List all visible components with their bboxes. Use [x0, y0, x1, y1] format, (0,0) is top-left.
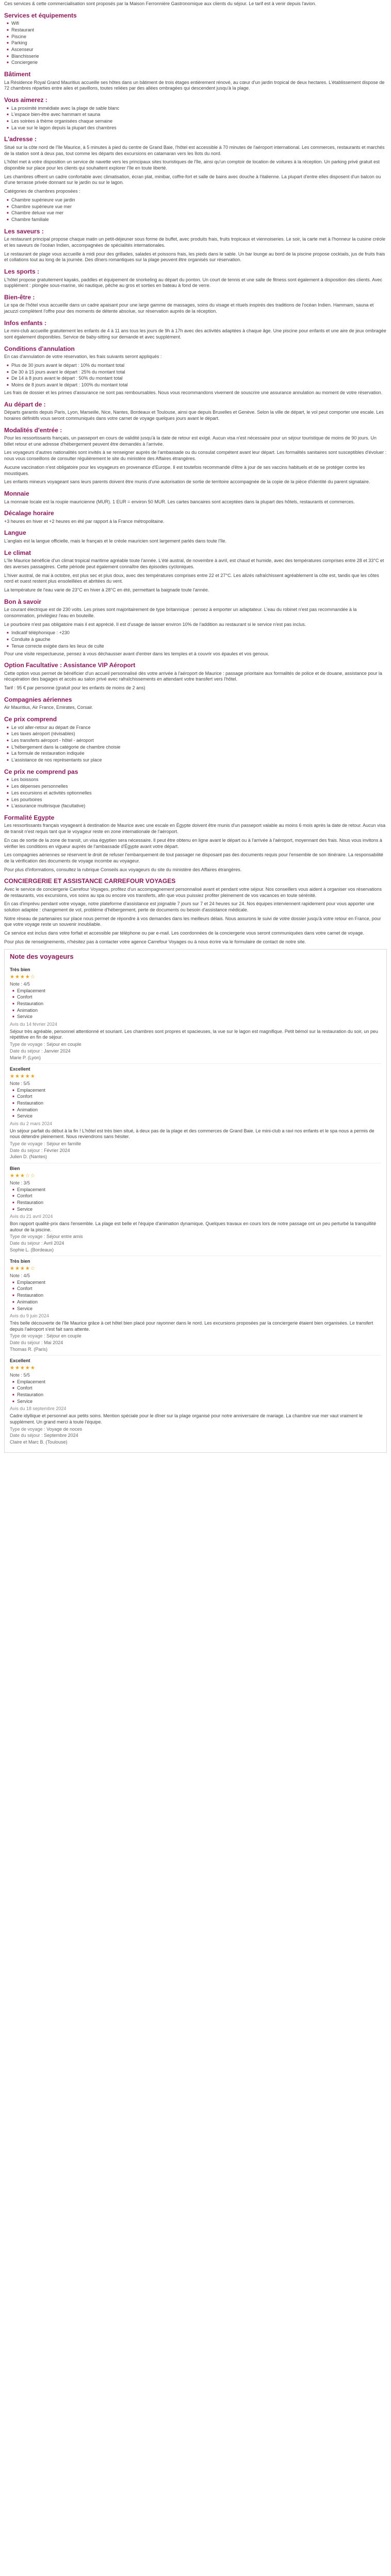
- list-item: ■ Conciergerie: [11, 60, 387, 66]
- section-paragraph: Les chambres offrent un cadre confortable avec climatisation, écran plat, minibar, coffre-fort et salle de bains avec douche à l'italienne. La plupart d'entre elles disposent d'un balcon ou d'une terrasse privée donnant sur le jardin ou sur le lagon.: [4, 174, 381, 185]
- rating-criterion: ■ Confort: [17, 1193, 381, 1199]
- stay-date: [10, 1048, 381, 1055]
- reviews-list: [10, 964, 381, 1448]
- section-paragraph: L'hôtel propose gratuitement kayaks, paddles et équipement de snorkeling au départ du ponton. Un court de tennis et une salle de fitness sont également à disposition des clients. Avec supplément : plongée sous-marine, ski nautique, pêche au gros et sorties en bateau à fond de verre.: [4, 277, 383, 289]
- rating-criterion: ■ Service: [17, 1113, 381, 1120]
- stay-date-value: Mai 2024: [44, 1340, 63, 1345]
- section-paragraph: Tarif : 95 € par personne (gratuit pour les enfants de moins de 2 ans): [4, 685, 145, 691]
- stay-date: [10, 1340, 381, 1346]
- rating-criterion: ■ Service: [17, 1014, 381, 1020]
- travel-type: [10, 1333, 381, 1340]
- review-score: Note : 5/5: [10, 1372, 30, 1378]
- rating-stars: ★★★★☆: [10, 1266, 36, 1272]
- section-heading: Services et équipements: [4, 11, 77, 19]
- list-item: ■ Ascenseur: [11, 47, 387, 53]
- review-title: Bien: [10, 1166, 20, 1172]
- section-paragraph: Les voyageurs d'autres nationalités sont invités à se renseigner auprès de l'ambassade ou du consulat compétent avant leur départ. Les formalités sanitaires sont susceptibles d'évoluer : nous vous conseillons de consulter régulièrement le site du ministère des Affaires étrangères.: [4, 450, 387, 462]
- rating-stars: ★★★☆☆: [10, 1173, 36, 1179]
- review-score: Note : 5/5: [10, 1080, 30, 1086]
- section-heading: Les saveurs :: [4, 227, 44, 235]
- review-score: Note : 4/5: [10, 981, 30, 987]
- rating-criteria-list: [10, 1379, 381, 1405]
- review-date: Avis du 18 septembre 2024: [10, 1406, 67, 1412]
- list-item: ■ Les excursions et activités optionnelles: [11, 790, 387, 796]
- section-paragraph: En cas d'imprévu pendant votre voyage, notre plateforme d'assistance est joignable 7 jours sur 7 et 24 heures sur 24. Nos équipes interviennent rapidement pour vous apporter une solution adaptée : changement de vol, problème d'hébergement, perte de documents ou besoin d'assistance médicale.: [4, 901, 374, 912]
- section-paragraph: Le courant électrique est de 230 volts. Les prises sont majoritairement de type britannique : pensez à emporter un adaptateur. L'eau du robinet n'est pas recommandée à la consommation, privilégiez l'eau en bouteille.: [4, 607, 357, 619]
- section-heading: Option Facultative : Assistance VIP Aéroport: [4, 662, 136, 669]
- list-item: ■ Les transferts aéroport - hôtel - aéroport: [11, 738, 387, 744]
- bullet-list: [4, 106, 387, 131]
- product-details: [4, 12, 387, 945]
- section-heading: Les sports :: [4, 267, 40, 275]
- section-paragraph: L'île Maurice bénéficie d'un climat tropical maritime agréable toute l'année. L'été austral, de novembre à avril, est chaud et humide, avec des températures comprises entre 28 et 33°C et des averses passagères. Cette période peut également connaître des épisodes cycloniques.: [4, 558, 384, 570]
- review-item: [10, 964, 381, 1063]
- rating-criteria-list: [10, 1187, 381, 1213]
- section-heading: Bien-être :: [4, 293, 35, 301]
- travel-type: [10, 1234, 381, 1240]
- section-paragraph: Pour une visite respectueuse, pensez à vous déchausser avant d'entrer dans les temples et à couvrir vos épaules et vos genoux.: [4, 651, 270, 656]
- list-item: ■ Wifi: [11, 21, 387, 27]
- section-paragraph: Situé sur la côte nord de l'île Maurice, à 5 minutes à pied du centre de Grand Baie, l'hôtel est accessible à 70 minutes de l'aéroport international. Les commerces, restaurants et marchés de la station sont à deux pas, tout comme les départs des excursions en catamaran vers les îlots du nord.: [4, 145, 385, 156]
- section-paragraph: L'hôtel met à votre disposition un service de navette vers les principaux sites touristiques de l'île, ainsi qu'un comptoir de location de voitures à la réception. Un parking privé gratuit est disponible sur place pour les clients qui souhaitent explorer l'île en toute liberté.: [4, 159, 380, 171]
- travel-type-label: Type de voyage :: [10, 1426, 45, 1432]
- travel-type-value: Séjour en famille: [46, 1141, 82, 1147]
- section-heading: L'adresse :: [4, 135, 37, 143]
- rating-criterion: ■ Confort: [17, 994, 381, 1001]
- rating-criterion: ■ Restauration: [17, 1392, 381, 1398]
- section-paragraph: L'anglais est la langue officielle, mais le français et le créole mauricien sont largement parlés dans toute l'île.: [4, 538, 227, 544]
- review-item: [10, 1355, 381, 1448]
- review-item: [10, 1256, 381, 1355]
- section-paragraph: La température de l'eau varie de 23°C en hiver à 28°C en été, permettant la baignade toute l'année.: [4, 587, 209, 593]
- list-item: ■ Plus de 30 jours avant le départ : 10% du montant total: [11, 363, 387, 369]
- rating-criterion: ■ Restauration: [17, 1293, 381, 1299]
- list-item: ■ Les boissons: [11, 777, 387, 783]
- rating-stars: ★★★★★: [10, 1073, 36, 1079]
- section-heading: Au départ de :: [4, 400, 46, 408]
- list-item: ■ Moins de 8 jours avant le départ : 100% du montant total: [11, 382, 387, 388]
- list-item: ■ Les soirées à thème organisées chaque semaine: [11, 118, 387, 125]
- rating-criterion: ■ Animation: [17, 1107, 381, 1113]
- rating-criterion: ■ Confort: [17, 1094, 381, 1100]
- list-item: ■ Le vol aller-retour au départ de France: [11, 725, 387, 731]
- list-item: ■ Chambre supérieure vue mer: [11, 204, 387, 210]
- review-author: Julien D. (Nantes): [10, 1154, 47, 1160]
- list-item: ■ Indicatif téléphonique : +230: [11, 630, 387, 636]
- section-paragraph: Air Mauritius, Air France, Emirates, Corsair.: [4, 705, 93, 710]
- list-item: ■ Chambre supérieure vue jardin: [11, 197, 387, 204]
- rating-criterion: ■ Confort: [17, 1286, 381, 1292]
- list-item: ■ Piscine: [11, 34, 387, 40]
- review-title: Excellent: [10, 1066, 30, 1072]
- rating-criterion: ■ Emplacement: [17, 1187, 381, 1193]
- rating-criterion: ■ Restauration: [17, 1100, 381, 1107]
- section-paragraph: Les frais de dossier et les primes d'assurance ne sont pas remboursables. Nous vous recommandons vivement de souscrire une assurance annulation au moment de votre réservation.: [4, 389, 383, 395]
- section-heading: Langue: [4, 529, 26, 537]
- section-heading: Bâtiment: [4, 71, 31, 78]
- review-title: Très bien: [10, 967, 30, 973]
- section-heading: Monnaie: [4, 489, 29, 497]
- section-paragraph: Les enfants mineurs voyageant sans leurs parents doivent être munis d'une autorisation de sortie de territoire accompagnée de la copie de la pièce d'identité du parent signataire.: [4, 479, 370, 485]
- rating-criterion: ■ Emplacement: [17, 988, 381, 994]
- stay-date-label: Date du séjour :: [10, 1241, 43, 1246]
- section-paragraph: Pour plus de renseignements, n'hésitez pas à contacter votre agence Carrefour Voyages ou à nous écrire via le formulaire de contact de notre site.: [4, 939, 306, 944]
- section-heading: Décalage horaire: [4, 510, 54, 517]
- rating-criteria-list: [10, 1280, 381, 1312]
- section-paragraph: Les ressortissants français voyageant à destination de Maurice avec une escale en Égypte doivent être munis d'un passeport valable au moins 6 mois après la date de retour. Aucun visa de transit n'est requis tant que le voyageur reste en zone internationale de l'aéroport.: [4, 823, 386, 835]
- section-paragraph: Notre réseau de partenaires sur place nous permet de répondre à vos demandes dans les meilleurs délais. Nous assurons le suivi de votre dossier jusqu'à votre retour en France, pour que votre voyage reste un souvenir inoubliable.: [4, 916, 381, 927]
- bullet-list: [4, 363, 387, 388]
- review-date: Avis du 2 mars 2024: [10, 1121, 52, 1127]
- section-heading: Le climat: [4, 549, 31, 556]
- list-item: ■ Conduite à gauche: [11, 637, 387, 643]
- section-paragraph: Avec le service de conciergerie Carrefour Voyages, profitez d'un accompagnement personnalisé avant et pendant votre séjour. Nos conseillers vous aident à organiser vos réservations de restaurants, vos excursions, vos soins au spa ou encore vos transferts, afin que vous puissiez profiter pleinement de vos vacances en toute sérénité.: [4, 886, 382, 898]
- section-paragraph: Départs garantis depuis Paris, Lyon, Marseille, Nice, Nantes, Bordeaux et Toulouse, ainsi que depuis Bruxelles et Genève. Selon la ville de départ, le vol peut comporter une escale. Les horaires définitifs vous seront communiqués dans votre carnet de voyage quelques jours avant le départ.: [4, 410, 384, 421]
- review-title: Excellent: [10, 1358, 30, 1364]
- intro-text: Ces services & cette commercialisation sont proposés par la Maison Ferronnière Gastronomique aux clients du séjour. Le tarif est à venir depuis l'avion.: [4, 1, 317, 6]
- rating-criterion: ■ Restauration: [17, 1200, 381, 1206]
- stay-date-value: Avril 2024: [43, 1241, 64, 1246]
- list-item: ■ La proximité immédiate avec la plage de sable blanc: [11, 106, 387, 112]
- stay-date: [10, 1433, 381, 1439]
- rating-criterion: ■ Emplacement: [17, 1088, 381, 1094]
- stay-date-value: Janvier 2024: [44, 1048, 71, 1054]
- stay-date-label: Date du séjour :: [10, 1433, 43, 1438]
- list-item: ■ De 14 à 8 jours avant le départ : 50% du montant total: [11, 376, 387, 382]
- travel-type-value: Séjour en couple: [46, 1042, 82, 1047]
- stay-date: [10, 1241, 381, 1247]
- rating-criterion: ■ Service: [17, 1306, 381, 1312]
- stay-date-value: Septembre 2024: [44, 1433, 78, 1438]
- list-item: ■ La vue sur le lagon depuis la plupart des chambres: [11, 125, 387, 131]
- review-score: Note : 4/5: [10, 1273, 30, 1279]
- section-heading: Vous aimerez :: [4, 96, 47, 104]
- section-paragraph: Cette option vous permet de bénéficier d'un accueil personnalisé dès votre arrivée à l'aéroport de Maurice : passage prioritaire aux formalités de police et de douane, assistance pour la récupération des bagages et accès au salon privé avec rafraîchissements en attendant votre transfert vers l'hôtel.: [4, 670, 382, 682]
- rating-criterion: ■ Service: [17, 1399, 381, 1405]
- rating-criterion: ■ Animation: [17, 1008, 381, 1014]
- section-heading: Ce prix comprend: [4, 716, 57, 723]
- travel-type-label: Type de voyage :: [10, 1042, 45, 1047]
- section-heading: Modalités d'entrée :: [4, 426, 62, 434]
- rating-criterion: ■ Confort: [17, 1385, 381, 1392]
- list-item: ■ Blanchisserie: [11, 54, 387, 60]
- section-heading: Conditions d'annulation: [4, 345, 75, 352]
- section-paragraph: Ce service est inclus dans votre forfait et accessible par téléphone ou par e-mail. Les coordonnées de la conciergerie vous seront communiquées dans votre carnet de voyage.: [4, 930, 364, 936]
- section-heading: Infos enfants :: [4, 319, 47, 327]
- list-item: ■ Les pourboires: [11, 797, 387, 803]
- list-item: ■ Chambre familiale: [11, 217, 387, 223]
- stay-date: [10, 1148, 381, 1154]
- stay-date-label: Date du séjour :: [10, 1340, 43, 1345]
- list-item: ■ La formule de restauration indiquée: [11, 751, 387, 757]
- section-paragraph: La Résidence Royal Grand Mauritius accueille ses hôtes dans un bâtiment de trois étages entièrement rénové, au cœur d'un jardin tropical de deux hectares. L'établissement dispose de 72 chambres réparties entre ailes et pavillons, toutes reliées par des allées ombragées qui descendent jusqu'à la plage.: [4, 79, 385, 91]
- section-paragraph: Pour plus d'informations, consultez la rubrique Conseils aux voyageurs du site du ministère des Affaires étrangères.: [4, 867, 242, 872]
- section-heading: Ce prix ne comprend pas: [4, 768, 78, 775]
- list-item: ■ Chambre deluxe vue mer: [11, 210, 387, 216]
- rating-criterion: ■ Animation: [17, 1299, 381, 1306]
- rating-stars: ★★★★☆: [10, 974, 36, 980]
- review-item: [10, 1163, 381, 1256]
- bullet-list: [4, 777, 387, 809]
- rating-stars: ★★★★★: [10, 1365, 36, 1371]
- list-item: ■ De 30 à 15 jours avant le départ : 25% du montant total: [11, 369, 387, 376]
- rating-criterion: ■ Service: [17, 1207, 381, 1213]
- section-paragraph: L'hiver austral, de mai à octobre, est plus sec et plus doux, avec des températures comprises entre 22 et 27°C. Les alizés rafraîchissent agréablement la côte est, tandis que les côtes nord et ouest restent plus ensoleillées et abritées du vent.: [4, 572, 379, 584]
- section-paragraph: En cas d'annulation de votre réservation, les frais suivants seront appliqués :: [4, 354, 162, 360]
- travel-type-value: Séjour en couple: [46, 1333, 82, 1339]
- list-item: ■ L'assurance multirisque (facultative): [11, 803, 387, 809]
- stay-date-label: Date du séjour :: [10, 1147, 43, 1153]
- page-content: [4, 1, 387, 1453]
- rating-criteria-list: [10, 988, 381, 1020]
- review-author: Thomas R. (Paris): [10, 1346, 48, 1352]
- section-paragraph: La monnaie locale est la roupie mauricienne (MUR). 1 EUR = environ 50 MUR. Les cartes bancaires sont acceptées dans la plupart des hôtels, restaurants et commerces.: [4, 499, 355, 504]
- rating-criterion: ■ Emplacement: [17, 1379, 381, 1385]
- review-date: Avis du 14 février 2024: [10, 1022, 57, 1027]
- travel-type-value: Séjour entre amis: [46, 1234, 83, 1240]
- review-score: Note : 3/5: [10, 1180, 30, 1185]
- review-date: Avis du 21 avril 2024: [10, 1214, 53, 1219]
- section-paragraph: Le spa de l'hôtel vous accueille dans un cadre apaisant pour une large gamme de massages, soins du visage et rituels inspirés des traditions de l'océan Indien. Hammam, sauna et jacuzzi complètent l'offre pour des moments de détente absolue, sur réservation auprès de la réception.: [4, 302, 374, 314]
- list-item: ■ Les taxes aéroport (révisables): [11, 731, 387, 737]
- review-date: Avis du 9 juin 2024: [10, 1313, 49, 1319]
- travel-type-label: Type de voyage :: [10, 1141, 45, 1147]
- travel-type-value: Voyage de noces: [46, 1426, 83, 1432]
- travel-type-label: Type de voyage :: [10, 1234, 45, 1240]
- list-item: ■ Les dépenses personnelles: [11, 784, 387, 790]
- bullet-list: [4, 630, 387, 649]
- section-paragraph: En cas de sortie de la zone de transit, un visa égyptien sera nécessaire. Il peut être obtenu en ligne avant le départ ou à l'arrivée à l'aéroport, moyennant des frais. Nous vous invitons à vérifier les conditions en vigueur auprès de l'ambassade d'Égypte avant votre départ.: [4, 837, 382, 849]
- list-item: ■ Parking: [11, 40, 387, 46]
- reviews-card: [4, 949, 387, 1452]
- review-author: Sophie L. (Bordeaux): [10, 1247, 54, 1252]
- list-item: ■ Restaurant: [11, 27, 387, 33]
- review-text: Bon rapport qualité-prix dans l'ensemble. La plage est belle et l'équipe d'animation dynamique. Quelques travaux en cours lors de notre passage ont un peu perturbé la tranquillité autour de la piscine.: [10, 1221, 377, 1232]
- section-heading: Formalité Egypte: [4, 814, 55, 821]
- reviews-title: Note des voyageurs: [10, 953, 74, 961]
- stay-date-value: Février 2024: [44, 1147, 70, 1153]
- travel-type-label: Type de voyage :: [10, 1333, 45, 1339]
- list-item: ■ L'hébergement dans la catégorie de chambre choisie: [11, 744, 387, 751]
- review-text: Cadre idyllique et personnel aux petits soins. Mention spéciale pour le dîner sur la plage organisé pour notre anniversaire de mariage. La chambre vue mer vaut vraiment le supplément. Un grand merci à toute l'équipe.: [10, 1413, 363, 1425]
- section-heading: CONCIERGERIE ET ASSISTANCE CARREFOUR VOYAGES: [4, 877, 176, 885]
- travel-type: [10, 1427, 381, 1433]
- section-heading: Compagnies aériennes: [4, 696, 72, 703]
- section-heading: Bon à savoir: [4, 598, 42, 605]
- review-text: Séjour très agréable, personnel attentionné et souriant. Les chambres sont propres et spacieuses, la vue sur le lagon est magnifique. Petit bémol sur la restauration du soir, un peu répétitive en fin de séjour.: [10, 1028, 378, 1040]
- rating-criterion: ■ Restauration: [17, 1001, 381, 1007]
- bullet-list: [4, 21, 387, 66]
- list-item: ■ L'assistance de nos représentants sur place: [11, 757, 387, 764]
- rating-criterion: ■ Emplacement: [17, 1280, 381, 1286]
- bullet-list: [4, 725, 387, 764]
- list-item: ■ Tenue correcte exigée dans les lieux de culte: [11, 643, 387, 650]
- section-paragraph: Pour les ressortissants français, un passeport en cours de validité jusqu'à la date de retour est exigé. Aucun visa n'est nécessaire pour un séjour touristique de moins de 90 jours. Un billet retour et une adresse d'hébergement peuvent être demandés à l'arrivée.: [4, 435, 377, 447]
- list-item: ■ L'espace bien-être avec hammam et sauna: [11, 112, 387, 118]
- section-paragraph: Catégories de chambres proposées :: [4, 189, 80, 194]
- review-text: Très belle découverte de l'île Maurice grâce à cet hôtel bien placé pour rayonner dans le nord. Les excursions proposées par la conciergerie étaient bien organisées. Le transfert depuis l'aéroport s'est fait sans attente.: [10, 1320, 373, 1332]
- review-author: Claire et Marc B. (Toulouse): [10, 1439, 68, 1445]
- rating-criteria-list: [10, 1088, 381, 1120]
- section-paragraph: Le restaurant principal propose chaque matin un petit-déjeuner sous forme de buffet, avec produits frais, fruits tropicaux et viennoiseries. Le soir, la carte met à l'honneur la cuisine créole et les saveurs de l'océan Indien, accompagnées de spécialités internationales.: [4, 236, 385, 248]
- section-paragraph: Le restaurant de plage vous accueille à midi pour des grillades, salades et poissons frais, les pieds dans le sable. Un bar lounge au bord de la piscine propose cocktails, jus de fruits frais et collations tout au long de la journée. Des dîners romantiques sur la plage peuvent être organisés sur réservation.: [4, 251, 385, 263]
- review-text: Un séjour parfait du début à la fin ! L'hôtel est très bien situé, à deux pas de la plage et des commerces de Grand Baie. Le mini-club a ravi nos enfants et le spa nous a permis de nous détendre pleinement. Nous reviendrons sans hésiter.: [10, 1128, 374, 1140]
- travel-type: [10, 1141, 381, 1147]
- section-paragraph: +3 heures en hiver et +2 heures en été par rapport à la France métropolitaine.: [4, 518, 165, 524]
- stay-date-label: Date du séjour :: [10, 1048, 43, 1054]
- bullet-list: [4, 197, 387, 223]
- section-paragraph: Aucune vaccination n'est obligatoire pour les voyageurs en provenance d'Europe. Il est toutefois recommandé d'être à jour de ses vaccins habituels et de se protéger contre les moustiques.: [4, 464, 365, 476]
- section-paragraph: Le mini-club accueille gratuitement les enfants de 4 à 11 ans tous les jours de 9h à 17h avec des activités adaptées à chaque âge. Une piscine pour enfants et une aire de jeux ombragée sont également disponibles. Service de baby-sitting sur demande et avec supplément.: [4, 328, 386, 340]
- review-author: Marie P. (Lyon): [10, 1055, 41, 1060]
- review-title: Très bien: [10, 1259, 30, 1264]
- section-paragraph: Le pourboire n'est pas obligatoire mais il est apprécié. Il est d'usage de laisser environ 10% de l'addition au restaurant si le service n'est pas inclus.: [4, 621, 306, 627]
- section-paragraph: Les compagnies aériennes se réservent le droit de refuser l'embarquement de tout passager ne disposant pas des documents requis pour l'ensemble de son itinéraire. La responsabilité de la vérification des documents de voyage incombe au voyageur.: [4, 852, 383, 863]
- review-item: [10, 1063, 381, 1163]
- travel-type: [10, 1042, 381, 1048]
